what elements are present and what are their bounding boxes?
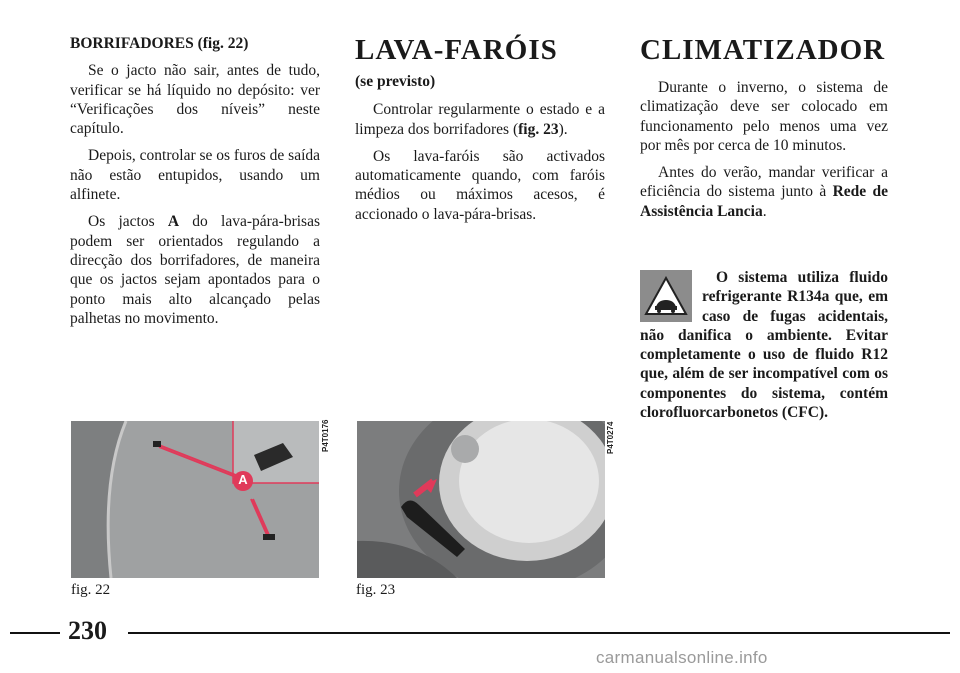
- fig-ref: fig. 23: [518, 120, 559, 138]
- figure-22-image: [71, 421, 319, 578]
- paragraph: Depois, controlar se os furos de saída não estão entupidos, usando um alfinete.: [70, 147, 321, 204]
- paragraph: Se o jacto não sair, antes de tudo, verificar se há líquido no depósito: ver “Verificações dos níveis” neste capítulo.: [70, 62, 320, 138]
- heading-borrifadores: BORRIFADORES: [70, 35, 194, 52]
- section-title-lava-farois: LAVA-FARÓIS: [355, 34, 558, 66]
- figure-22-code: P4T0176: [321, 419, 330, 452]
- page-number: 230: [68, 616, 107, 645]
- text: ).: [558, 120, 568, 138]
- text: Controlar regularmente o estado e a limpeza dos borrifadores (: [355, 101, 605, 138]
- figure-23-code: P4T0274: [606, 421, 615, 454]
- section-heading: [70, 34, 320, 53]
- warning-icon: [640, 270, 692, 322]
- section-title-climatizador: CLIMATIZADOR: [640, 34, 886, 66]
- service-network: Rede de Assistência Lancia: [640, 183, 888, 220]
- figure-23-image: [357, 421, 605, 578]
- figure-23-caption: fig. 23: [356, 582, 396, 598]
- warning-text: O sistema utiliza fluido refrigerante R134a que, em caso de fugas acidentais, não danifica o ambiente. Evitar completamente o uso de fluido R12 que, além de ser incompatível com os componentes do sistema, contém clorofluorcarbonetos (CFC).: [640, 269, 888, 422]
- column-climatizador: [640, 34, 888, 229]
- label-a-ref: A: [167, 213, 180, 231]
- column-lava-farois: [355, 34, 605, 232]
- paragraph: Os lava-faróis são activados automaticamente quando, com faróis médios ou máximos acesos, é accionado o lava-pára-brisas.: [355, 147, 605, 223]
- heading-fig-ref: (fig. 22): [197, 35, 249, 52]
- text: Antes do verão, mandar verificar a eficiência do sistema junto à: [640, 164, 888, 201]
- paragraph: [640, 163, 888, 221]
- divider-left: [10, 632, 60, 634]
- warning-block: [640, 268, 888, 422]
- section-subtitle: (se previsto): [355, 73, 436, 90]
- paragraph: [70, 212, 320, 328]
- paragraph: [355, 100, 605, 139]
- column-borrifadores: [70, 34, 320, 336]
- paragraph: Durante o inverno, o sistema de climatização deve ser colocado em funcionamento pelo menos uma vez por mês por cerca de 10 minutos.: [640, 79, 888, 154]
- text: .: [762, 202, 767, 220]
- figure-label-a: A: [238, 472, 248, 487]
- text: do lava-pára-brisas podem ser orientados regulando a direcção dos borrifadores, de maneira que os jactos sejam apontados para o ponto mais alto alcançado pelas palhetas no movimento.: [70, 213, 320, 327]
- text: Os jactos: [88, 213, 168, 231]
- divider-right: [128, 632, 950, 634]
- figure-22-caption: fig. 22: [71, 582, 111, 598]
- footer-watermark: carmanualsonline.info: [596, 648, 768, 667]
